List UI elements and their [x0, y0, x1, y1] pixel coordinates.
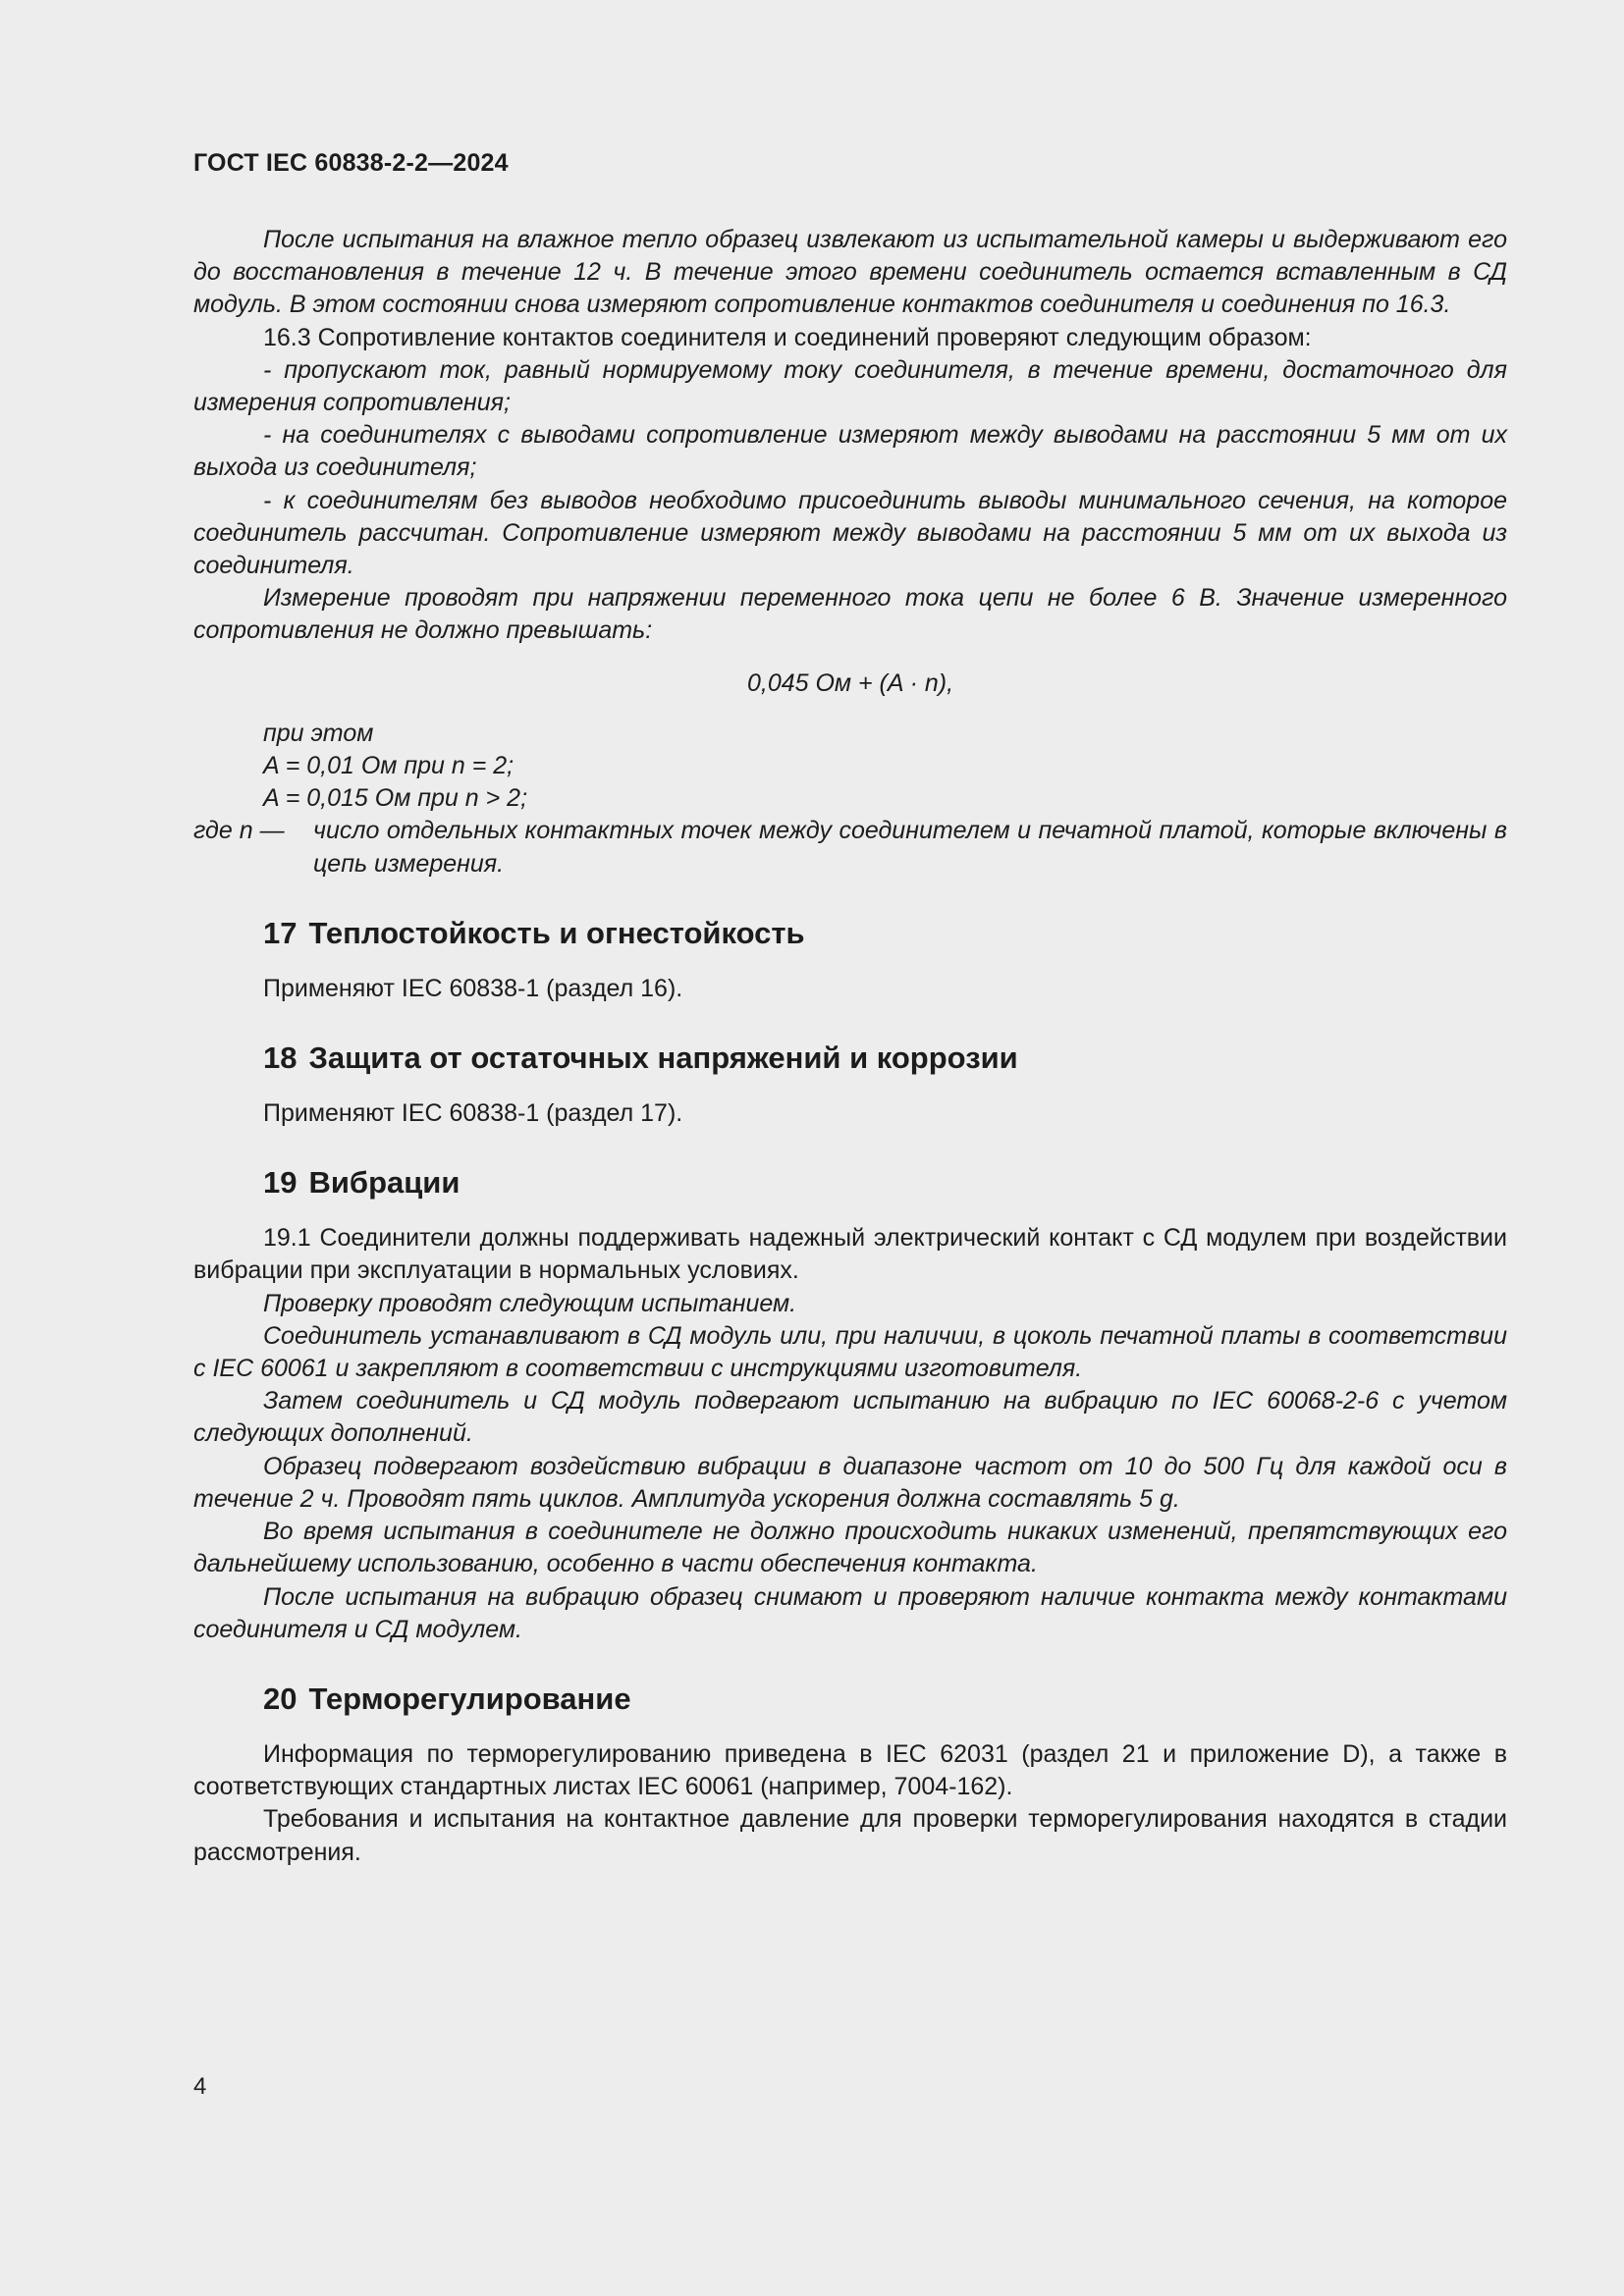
formula-condition: при этом: [263, 719, 374, 747]
section-title: Защита от остаточных напряжений и коррозии: [308, 1041, 1018, 1076]
list-item: - к соединителям без выводов необходимо присоединить выводы минимального сечения, на которое соединитель рассчитан. Сопротивление измеряют между выводами на расстоянии 5 мм от их выхода из соединителя.: [193, 486, 1507, 580]
paragraph: После испытания на влажное тепло образец извлекают из испытательной камеры и выдерживают его до восстановления в течение 12 ч. В течение этого времени соединитель остается вставленным в СД модуль. В этом состоянии снова измеряют сопротивление контактов соединителя и соединения по 16.3.: [193, 226, 1507, 319]
paragraph: Во время испытания в соединителе не должно происходить никаких изменений, препятствующих его дальнейшему использованию, особенно в части обеспечения контакта.: [193, 1518, 1507, 1578]
paragraph: Образец подвергают воздействию вибрации в диапазоне частот от 10 до 500 Гц для каждой оси в течение 2 ч. Проводят пять циклов. Амплитуда ускорения должна составлять 5 g.: [193, 1452, 1507, 1513]
clause-19-1: 19.1 Соединители должны поддерживать надежный электрический контакт с СД модулем при воздействии вибрации при эксплуатации в нормальных условиях.: [193, 1224, 1507, 1285]
paragraph: Информация по терморегулированию приведена в IEC 62031 (раздел 21 и приложение D), а также в соответствующих стандартных листах IEC 60061 (например, 7004-162).: [193, 1739, 1507, 1801]
section-19-heading: [263, 1163, 1507, 1202]
section-title: Терморегулирование: [308, 1681, 631, 1716]
where-def: число отдельных контактных точек между соединителем и печатной платой, которые включены в цепь измерения.: [313, 817, 1507, 878]
where-term: где n —: [193, 817, 285, 845]
section-number: 17: [263, 915, 298, 950]
clause-16-3: 16.3 Сопротивление контактов соединителя и соединений проверяют следующим образом:: [263, 323, 1312, 351]
paragraph: Измерение проводят при напряжении переменного тока цепи не более 6 В. Значение измеренного сопротивления не должно превышать:: [193, 584, 1507, 645]
paragraph: Соединитель устанавливают в СД модуль или, при наличии, в цоколь печатной платы в соответствии с IEC 60061 и закрепляют в соответствии с инструкциями изготовителя.: [193, 1321, 1507, 1383]
paragraph: Применяют IEC 60838-1 (раздел 17).: [263, 1099, 683, 1128]
list-item: - на соединителях с выводами сопротивление измеряют между выводами на расстоянии 5 мм от их выхода из соединителя;: [193, 421, 1507, 482]
section-number: 19: [263, 1165, 298, 1201]
paragraph: Требования и испытания на контактное давление для проверки терморегулирования находятся в стадии рассмотрения.: [193, 1805, 1507, 1866]
section-title: Теплостойкость и огнестойкость: [308, 915, 805, 950]
where-definition: [193, 815, 1507, 880]
section-number: 18: [263, 1041, 298, 1076]
section-20-heading: [263, 1680, 1507, 1719]
formula-condition: A = 0,015 Ом при n > 2;: [263, 784, 528, 813]
section-title: Вибрации: [308, 1165, 460, 1201]
formula-condition: A = 0,01 Ом при n = 2;: [263, 752, 514, 780]
formula: 0,045 Ом + (A · n),: [746, 668, 954, 697]
paragraph: Применяют IEC 60838-1 (раздел 16).: [263, 974, 683, 1002]
paragraph: Затем соединитель и СД модуль подвергают испытанию на вибрацию по IEC 60068-2-6 с учетом следующих дополнений.: [193, 1387, 1507, 1448]
page-number: 4: [193, 2073, 207, 2100]
paragraph: Проверку проводят следующим испытанием.: [263, 1289, 797, 1317]
document-header: ГОСТ IEC 60838-2-2—2024: [193, 149, 509, 177]
list-item: - пропускают ток, равный нормируемому току соединителя, в течение времени, достаточного для измерения сопротивления;: [193, 355, 1507, 417]
paragraph: После испытания на вибрацию образец снимают и проверяют наличие контакта между контактами соединителя и СД модулем.: [193, 1582, 1507, 1643]
section-17-heading: [263, 914, 1507, 953]
document-body: [193, 224, 1507, 1869]
section-18-heading: [263, 1039, 1507, 1078]
section-number: 20: [263, 1681, 298, 1716]
